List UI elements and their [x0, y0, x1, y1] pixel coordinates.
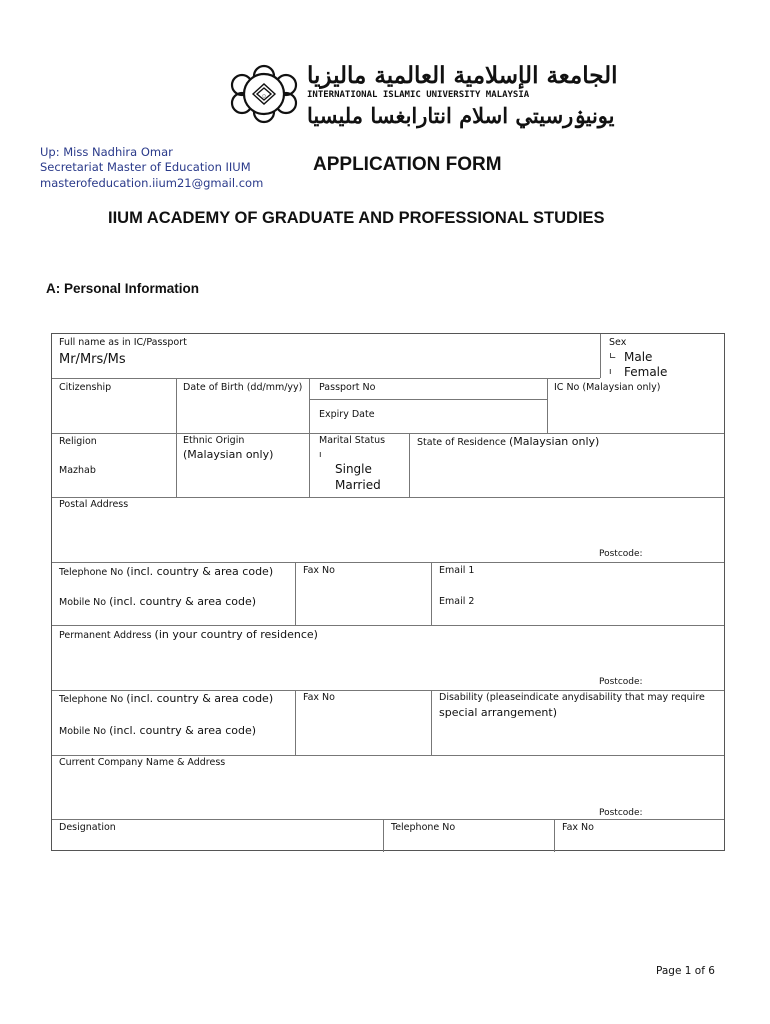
email1-label: Email 1	[439, 565, 475, 576]
row-divider	[309, 399, 547, 400]
sex-option-male: Male	[624, 350, 653, 364]
page-title: APPLICATION FORM	[313, 154, 502, 175]
postcode-label: Postcode:	[599, 549, 643, 559]
email2-label: Email 2	[439, 596, 475, 607]
row-divider	[52, 690, 724, 691]
mazhab-label: Mazhab	[59, 465, 96, 476]
state-label: State of Residence (Malaysian only)	[417, 435, 600, 448]
contact-office: Secretariat Master of Education IIUM	[40, 160, 251, 174]
row-divider	[52, 378, 600, 379]
contact-email: masterofeducation.iium21@gmail.com	[40, 176, 264, 190]
permanent-address-label: Permanent Address (in your country of residence)	[59, 628, 318, 641]
disability-label-2: special arrangement)	[439, 706, 557, 719]
university-arabic-name: الجامعة الإسلامية العالمية ماليزيا	[307, 62, 618, 89]
postcode-label: Postcode:	[599, 808, 643, 818]
checkbox-icon[interactable]: ı	[609, 367, 612, 377]
university-jawi-name: يونيۏرسيتي اسلام انتارابغسا مليسيا	[307, 103, 615, 128]
passport-label: Passport No	[319, 382, 376, 393]
citizenship-label: Citizenship	[59, 382, 112, 393]
marital-married: Married	[335, 478, 381, 492]
ethnic-label: Ethnic Origin	[183, 435, 245, 446]
col-divider	[383, 819, 384, 852]
iium-logo-icon	[226, 62, 302, 126]
postcode-label: Postcode:	[599, 677, 643, 687]
company-label: Current Company Name & Address	[59, 757, 226, 768]
company-fax-label: Fax No	[562, 822, 594, 833]
col-divider	[409, 433, 410, 497]
dob-label: Date of Birth (dd/mm/yy)	[183, 382, 303, 393]
row-divider	[52, 755, 724, 756]
col-divider	[309, 378, 310, 497]
disability-label: Disability (pleaseindicate anydisability that may require	[439, 692, 705, 703]
col-divider	[295, 690, 296, 755]
postal-address-label: Postal Address	[59, 499, 129, 510]
telephone-label: Telephone No (incl. country & area code)	[59, 692, 274, 705]
col-divider	[431, 690, 432, 755]
row-divider	[52, 497, 724, 498]
checkbox-icon[interactable]: ı	[319, 450, 322, 460]
mobile-label: Mobile No (incl. country & area code)	[59, 595, 257, 608]
col-divider	[547, 378, 548, 433]
religion-label: Religion	[59, 436, 97, 447]
row-divider	[52, 433, 724, 434]
ethnic-note: (Malaysian only)	[183, 448, 274, 461]
mobile-label: Mobile No (incl. country & area code)	[59, 724, 257, 737]
checkbox-icon[interactable]: ∟	[609, 352, 617, 362]
telephone-label: Telephone No (incl. country & area code)	[59, 565, 274, 578]
col-divider	[600, 334, 601, 378]
full-name-field[interactable]: Mr/Mrs/Ms	[59, 352, 126, 367]
fax-label: Fax No	[303, 565, 335, 576]
row-divider	[52, 819, 724, 820]
row-divider	[52, 625, 724, 626]
col-divider	[295, 562, 296, 625]
col-divider	[554, 819, 555, 852]
row-divider	[52, 562, 724, 563]
col-divider	[431, 562, 432, 625]
marital-label: Marital Status	[319, 435, 386, 446]
company-telephone-label: Telephone No	[391, 822, 456, 833]
page-subtitle: IIUM ACADEMY OF GRADUATE AND PROFESSIONAL STUDIES	[108, 209, 605, 227]
col-divider	[176, 378, 177, 497]
section-heading: A: Personal Information	[46, 281, 200, 296]
svg-text:۞: ۞	[261, 91, 267, 99]
expiry-label: Expiry Date	[319, 409, 375, 420]
sex-option-female: Female	[624, 365, 668, 379]
designation-label: Designation	[59, 822, 116, 833]
personal-info-form	[51, 333, 725, 851]
page-number: Page 1 of 6	[656, 965, 715, 977]
full-name-label: Full name as in IC/Passport	[59, 337, 187, 348]
ic-label: IC No (Malaysian only)	[554, 382, 661, 393]
university-english-name: INTERNATIONAL ISLAMIC UNIVERSITY MALAYSIA	[307, 90, 530, 100]
sex-label: Sex	[609, 337, 627, 348]
fax-label: Fax No	[303, 692, 335, 703]
contact-attention: Up: Miss Nadhira Omar	[40, 145, 173, 159]
marital-single: Single	[335, 462, 372, 476]
